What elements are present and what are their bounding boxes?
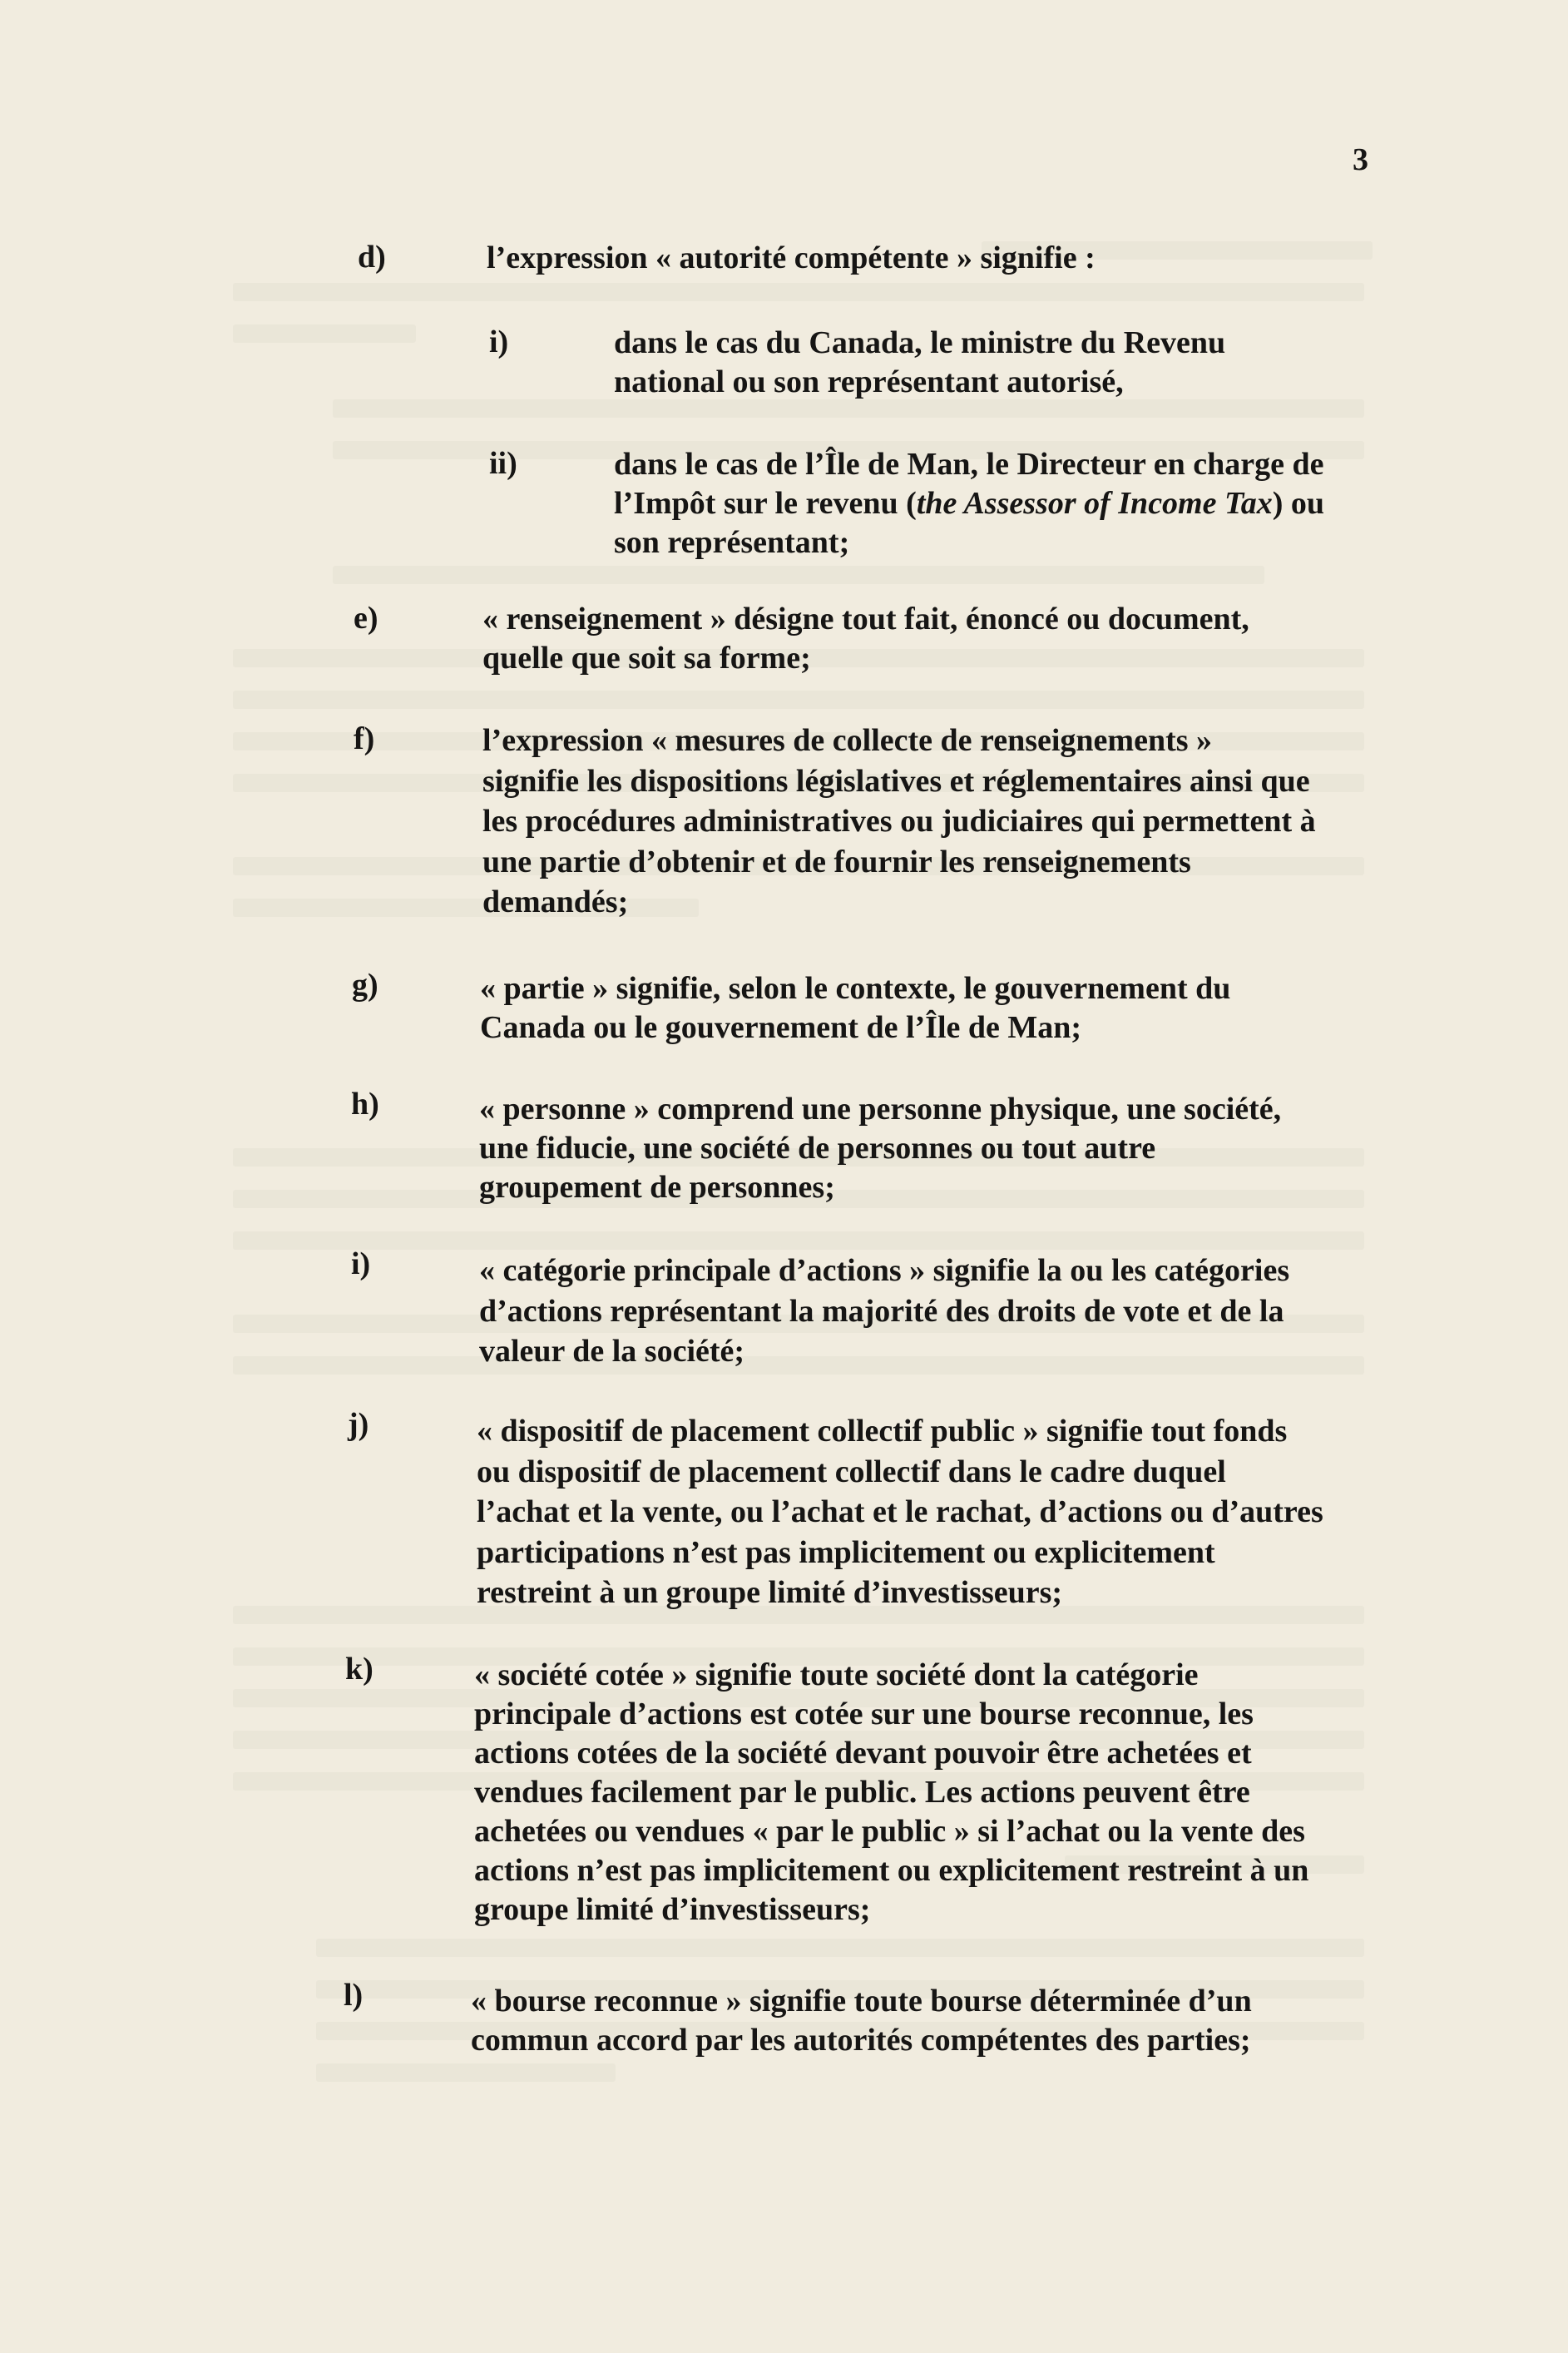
definition-line: signifie les dispositions législatives et réglementaires ainsi que	[482, 763, 1310, 799]
definition-line-part: ) ou	[1272, 486, 1324, 521]
definition-line: restreint à un groupe limité d’investisseurs;	[477, 1575, 1063, 1610]
sub-definition-text-ii	[614, 445, 1324, 562]
definition-line: « bourse reconnue » signifie toute bourse déterminée d’un	[471, 1984, 1252, 2019]
definition-line: principale d’actions est cotée sur une bourse reconnue, les	[474, 1697, 1254, 1731]
sub-definition-text-i	[614, 324, 1225, 402]
definition-line: son représentant;	[614, 525, 850, 560]
definition-line: vendues facilement par le public. Les actions peuvent être	[474, 1775, 1250, 1810]
definition-line: dans le cas de l’Île de Man, le Directeur en charge de	[614, 447, 1324, 482]
definition-line: « catégorie principale d’actions » signifie la ou les catégories	[479, 1253, 1290, 1288]
definition-label-l: l)	[344, 1978, 364, 2013]
definition-line: commun accord par les autorités compétentes des parties;	[471, 2023, 1251, 2058]
definition-line: une partie d’obtenir et de fournir les renseignements	[482, 844, 1191, 879]
page-number: 3	[1353, 142, 1368, 177]
definition-line: demandés;	[482, 884, 629, 919]
definition-line: les procédures administratives ou judiciaires qui permettent à	[482, 804, 1316, 839]
definition-text-e	[482, 600, 1249, 678]
definition-label-k: k)	[345, 1652, 373, 1687]
definition-line: actions n’est pas implicitement ou explicitement restreint à un	[474, 1853, 1309, 1888]
definition-line: groupement de personnes;	[479, 1170, 835, 1205]
definition-line: quelle que soit sa forme;	[482, 641, 811, 676]
definition-line: une fiducie, une société de personnes ou tout autre	[479, 1131, 1156, 1166]
definition-text-k	[474, 1656, 1308, 1929]
definition-line: Canada ou le gouvernement de l’Île de Man;	[480, 1010, 1082, 1045]
definition-line-part: l’Impôt sur le revenu (	[614, 486, 917, 521]
definition-text-i	[479, 1251, 1289, 1372]
definition-text-h	[479, 1090, 1281, 1207]
definition-text-d	[487, 239, 1096, 278]
definition-line: participations n’est pas implicitement ou explicitement	[477, 1534, 1215, 1570]
definition-label-e: e)	[354, 601, 378, 636]
definition-line: « personne » comprend une personne physique, une société,	[479, 1092, 1282, 1127]
definition-text-l	[471, 1982, 1252, 2060]
definition-line: « dispositif de placement collectif public » signifie tout fonds	[477, 1414, 1288, 1449]
definition-label-f: f)	[354, 721, 375, 756]
definition-line: ou dispositif de placement collectif dans le cadre duquel	[477, 1454, 1226, 1489]
definition-text-g	[480, 969, 1230, 1048]
definition-line: national ou son représentant autorisé,	[614, 364, 1124, 399]
definition-line: « société cotée » signifie toute société dont la catégorie	[474, 1657, 1199, 1692]
definition-label-h: h)	[351, 1087, 379, 1122]
definition-line: actions cotées de la société devant pouvoir être achetées et	[474, 1736, 1252, 1771]
definition-line	[614, 484, 1324, 523]
definition-line: l’achat et la vente, ou l’achat et le rachat, d’actions ou d’autres	[477, 1494, 1323, 1529]
definition-label-j: j)	[348, 1407, 369, 1442]
sub-definition-label-i: i)	[489, 324, 509, 359]
definition-line: achetées ou vendues « par le public » si l’achat ou la vente des	[474, 1814, 1305, 1849]
definition-line: « partie » signifie, selon le contexte, le gouvernement du	[480, 971, 1231, 1006]
sub-definition-label-ii: ii)	[489, 446, 517, 481]
definition-line: groupe limité d’investisseurs;	[474, 1892, 871, 1927]
definition-line: l’expression « autorité compétente » signifie :	[487, 240, 1096, 275]
definition-label-i: i)	[351, 1246, 371, 1281]
definition-text-f	[482, 721, 1316, 923]
definition-text-j	[477, 1411, 1323, 1613]
definition-line: valeur de la société;	[479, 1334, 745, 1369]
definition-line: « renseignement » désigne tout fait, énoncé ou document,	[482, 602, 1249, 637]
definition-line: l’expression « mesures de collecte de renseignements »	[482, 723, 1213, 758]
definition-label-d: d)	[358, 240, 386, 275]
english-term: the Assessor of Income Tax	[916, 486, 1273, 521]
definition-line: d’actions représentant la majorité des droits de vote et de la	[479, 1293, 1284, 1329]
definition-label-g: g)	[352, 968, 378, 1003]
definition-line: dans le cas du Canada, le ministre du Revenu	[614, 325, 1226, 360]
